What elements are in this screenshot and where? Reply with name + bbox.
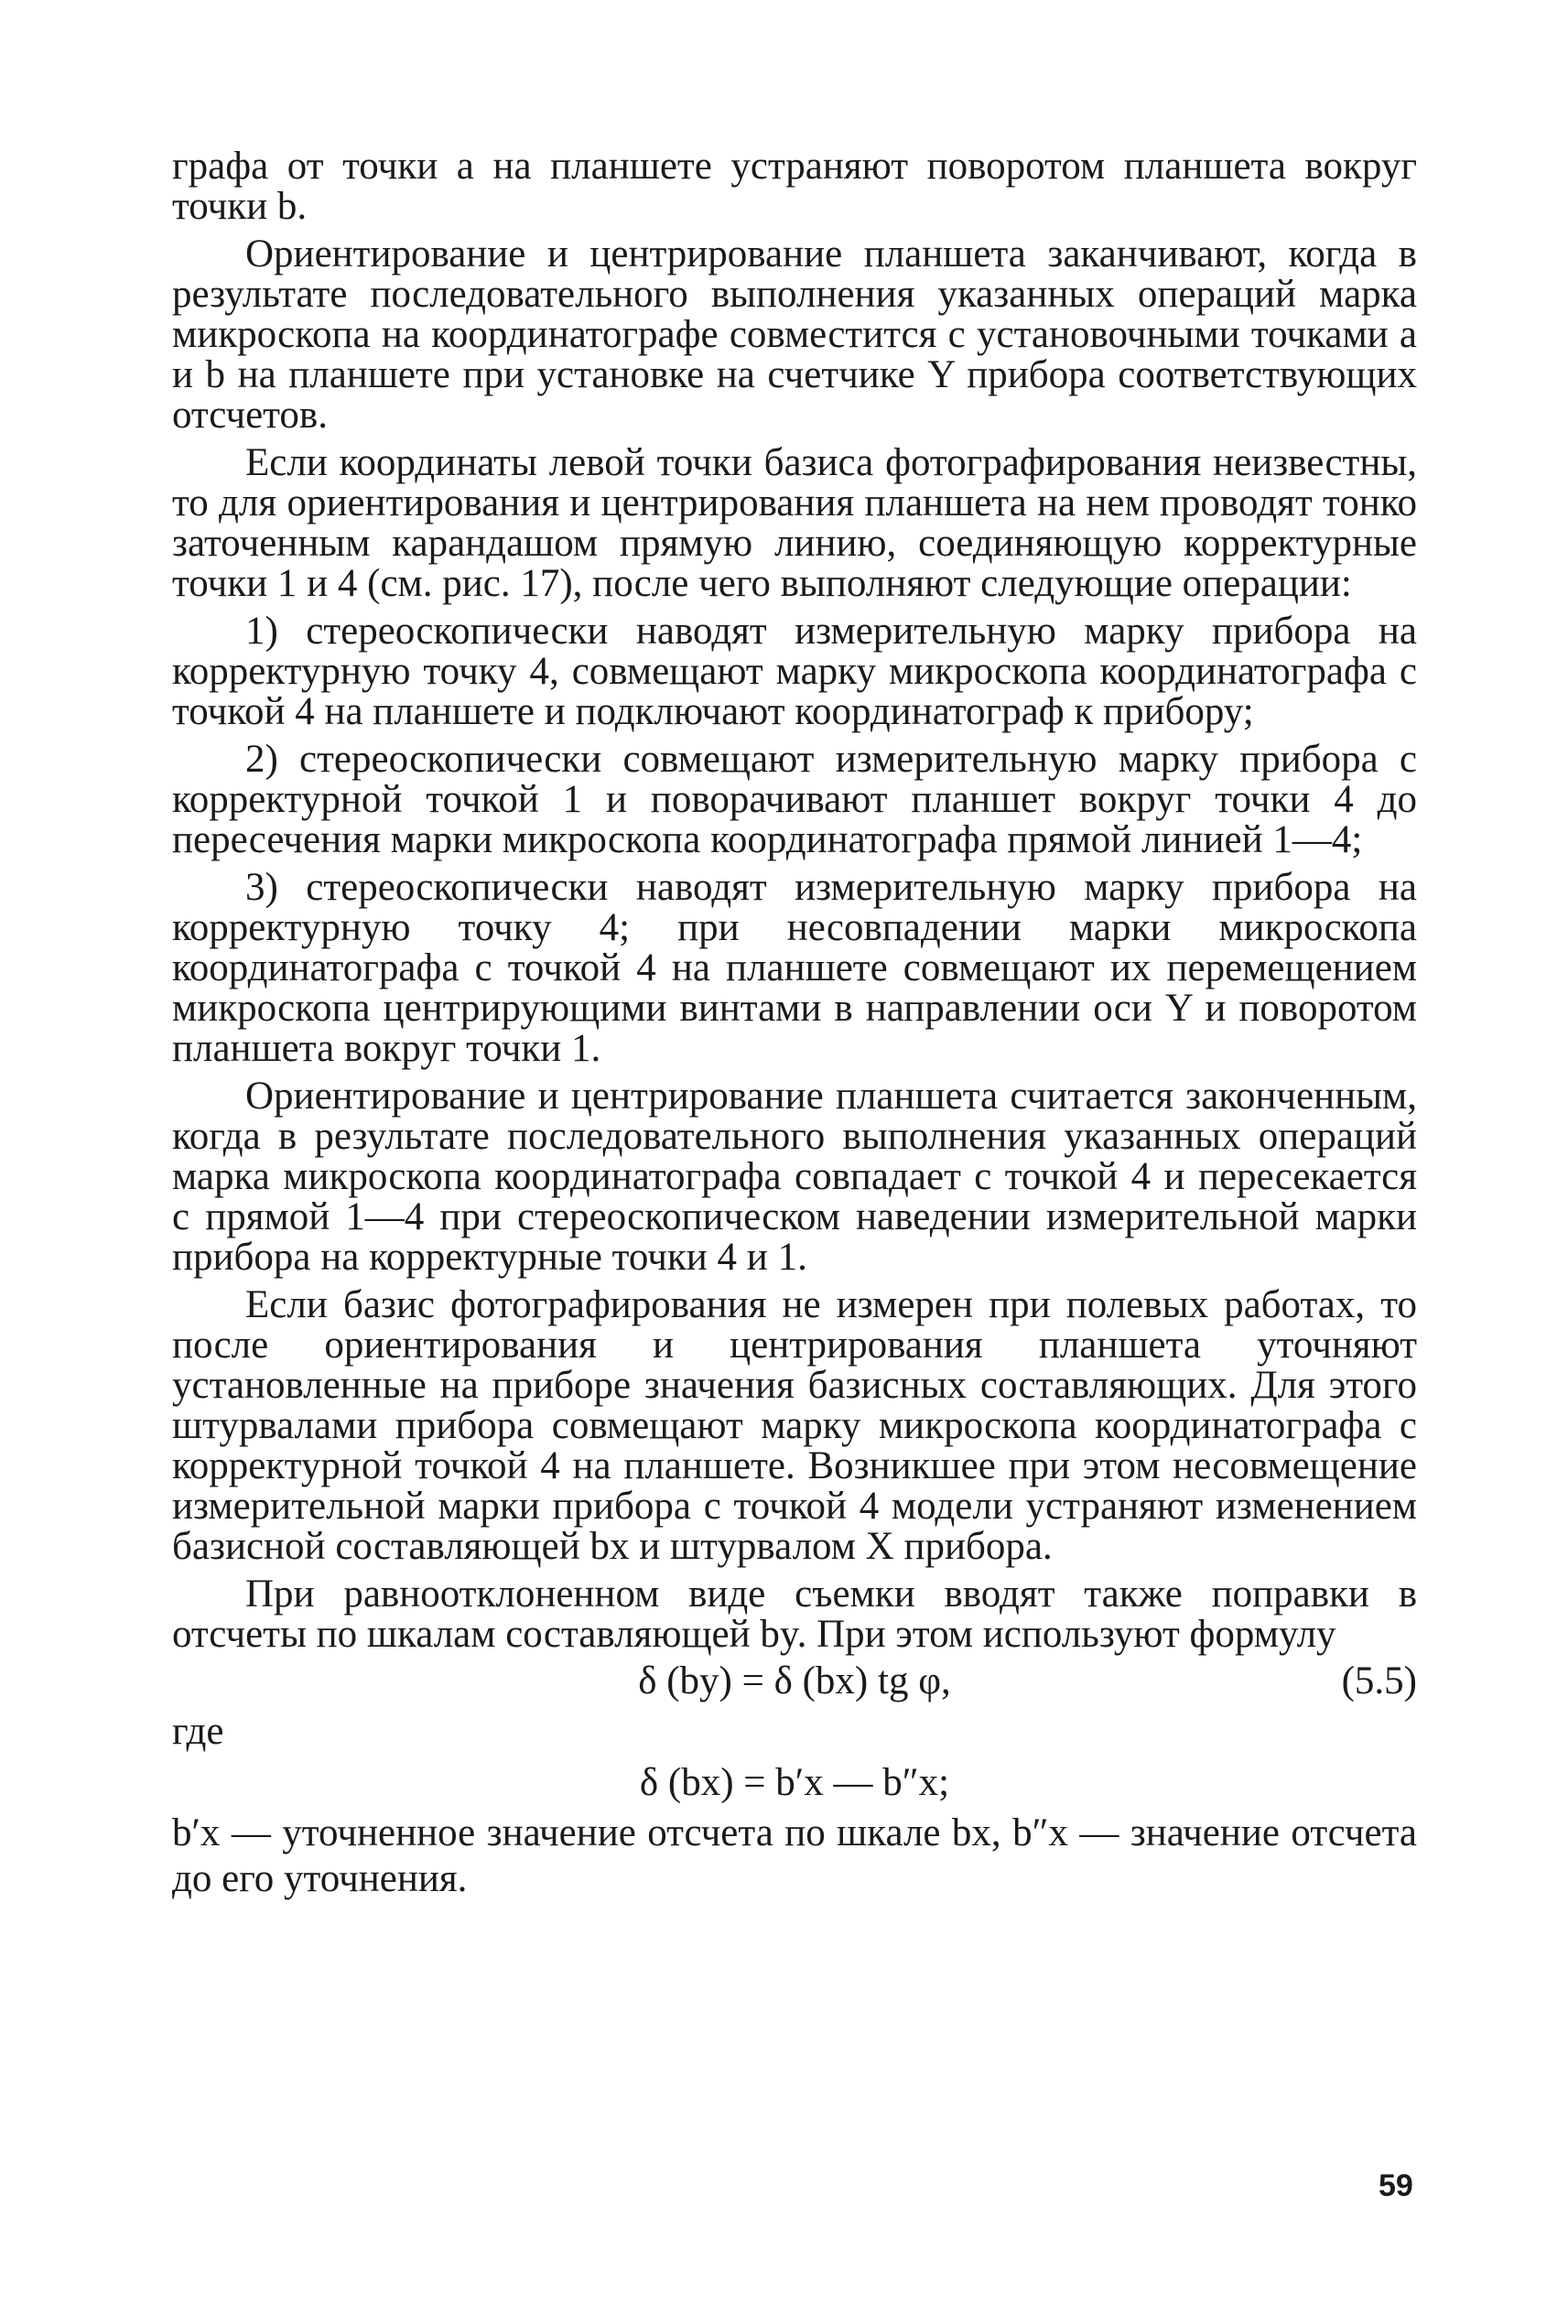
paragraph-6: При равноотклоненном виде съемки вводят также поправки в отсчеты по шкалам составляющей by. При этом используют формулу — [172, 1573, 1417, 1656]
formula-expression: δ (by) = δ (bx) tg φ, — [638, 1659, 951, 1702]
paragraph-5: Если базис фотографирования не измерен при полевых работах, то после ориентирования и центрирования планшета уточняют установленные на приборе значения базисных составляющих. Для этого штурвалами прибора совмещают марку микроскопа координатографа с корректурной точкой 4 на планшете. Возникшее при этом несовмещение измерительной марки прибора с точкой 4 модели устраняют изменением базисной составляющей bx и штурвалом X прибора. — [172, 1283, 1417, 1568]
paragraph-2: Ориентирование и центрирование планшета заканчивают, когда в результате последовательного выполнения указанных операций марка микроскопа на координатографе совместится с установочными точками a и b на планшете при установке на счетчике Y прибора соответствующих отсчетов. — [172, 232, 1417, 437]
paragraph-4: Ориентирование и центрирование планшета считается законченным, когда в результате последовательного выполнения указанных операций марка микроскопа координатографа совпадает с точкой 4 и пересекается с прямой 1—4 при стереоскопическом наведении измерительной марки прибора на корректурные точки 4 и 1. — [172, 1075, 1417, 1279]
list-item-2: 2) стереоскопически совмещают измерительную марку прибора с корректурной точкой 1 и поворачивают планшет вокруг точки 4 до пересечения марки микроскопа координатографа прямой линией 1—4; — [172, 738, 1417, 861]
formula-delta-bx: δ (bx) = b′x — b″x; — [639, 1761, 950, 1804]
formula-5-5 — [172, 1655, 1417, 1708]
page-number: 59 — [1379, 2168, 1413, 2203]
paragraph-3: Если координаты левой точки базиса фотографирования неизвестны, то для ориентирования и центрирования планшета на нем проводят тонко заточенным карандашом прямую линию, соединяющую корректурные точки 1 и 4 (см. рис. 17), после чего выполняют следующие операции: — [172, 441, 1417, 605]
list-item-3: 3) стереоскопически наводят измерительную марку прибора на корректурную точку 4; при несовпадении марки микроскопа координатографа с точкой 4 на планшете совмещают их перемещением микроскопа центрирующими винтами в направлении оси Y и поворотом планшета вокруг точки 1. — [172, 866, 1417, 1070]
formula-number: (5.5) — [1341, 1659, 1417, 1702]
where-label: где — [172, 1710, 224, 1753]
definitions-text: b′x — уточненное значение отсчета по шкале bx, b″x — значение отсчета до его уточнения. — [172, 1811, 1417, 1900]
page-body — [172, 146, 1417, 1902]
list-item-1: 1) стереоскопически наводят измерительную марку прибора на корректурную точку 4, совмещают марку микроскопа координатографа с точкой 4 на планшете и подключают координатограф к прибору; — [172, 610, 1417, 733]
paragraph-1: графа от точки a на планшете устраняют поворотом планшета вокруг точки b. — [172, 145, 1417, 228]
